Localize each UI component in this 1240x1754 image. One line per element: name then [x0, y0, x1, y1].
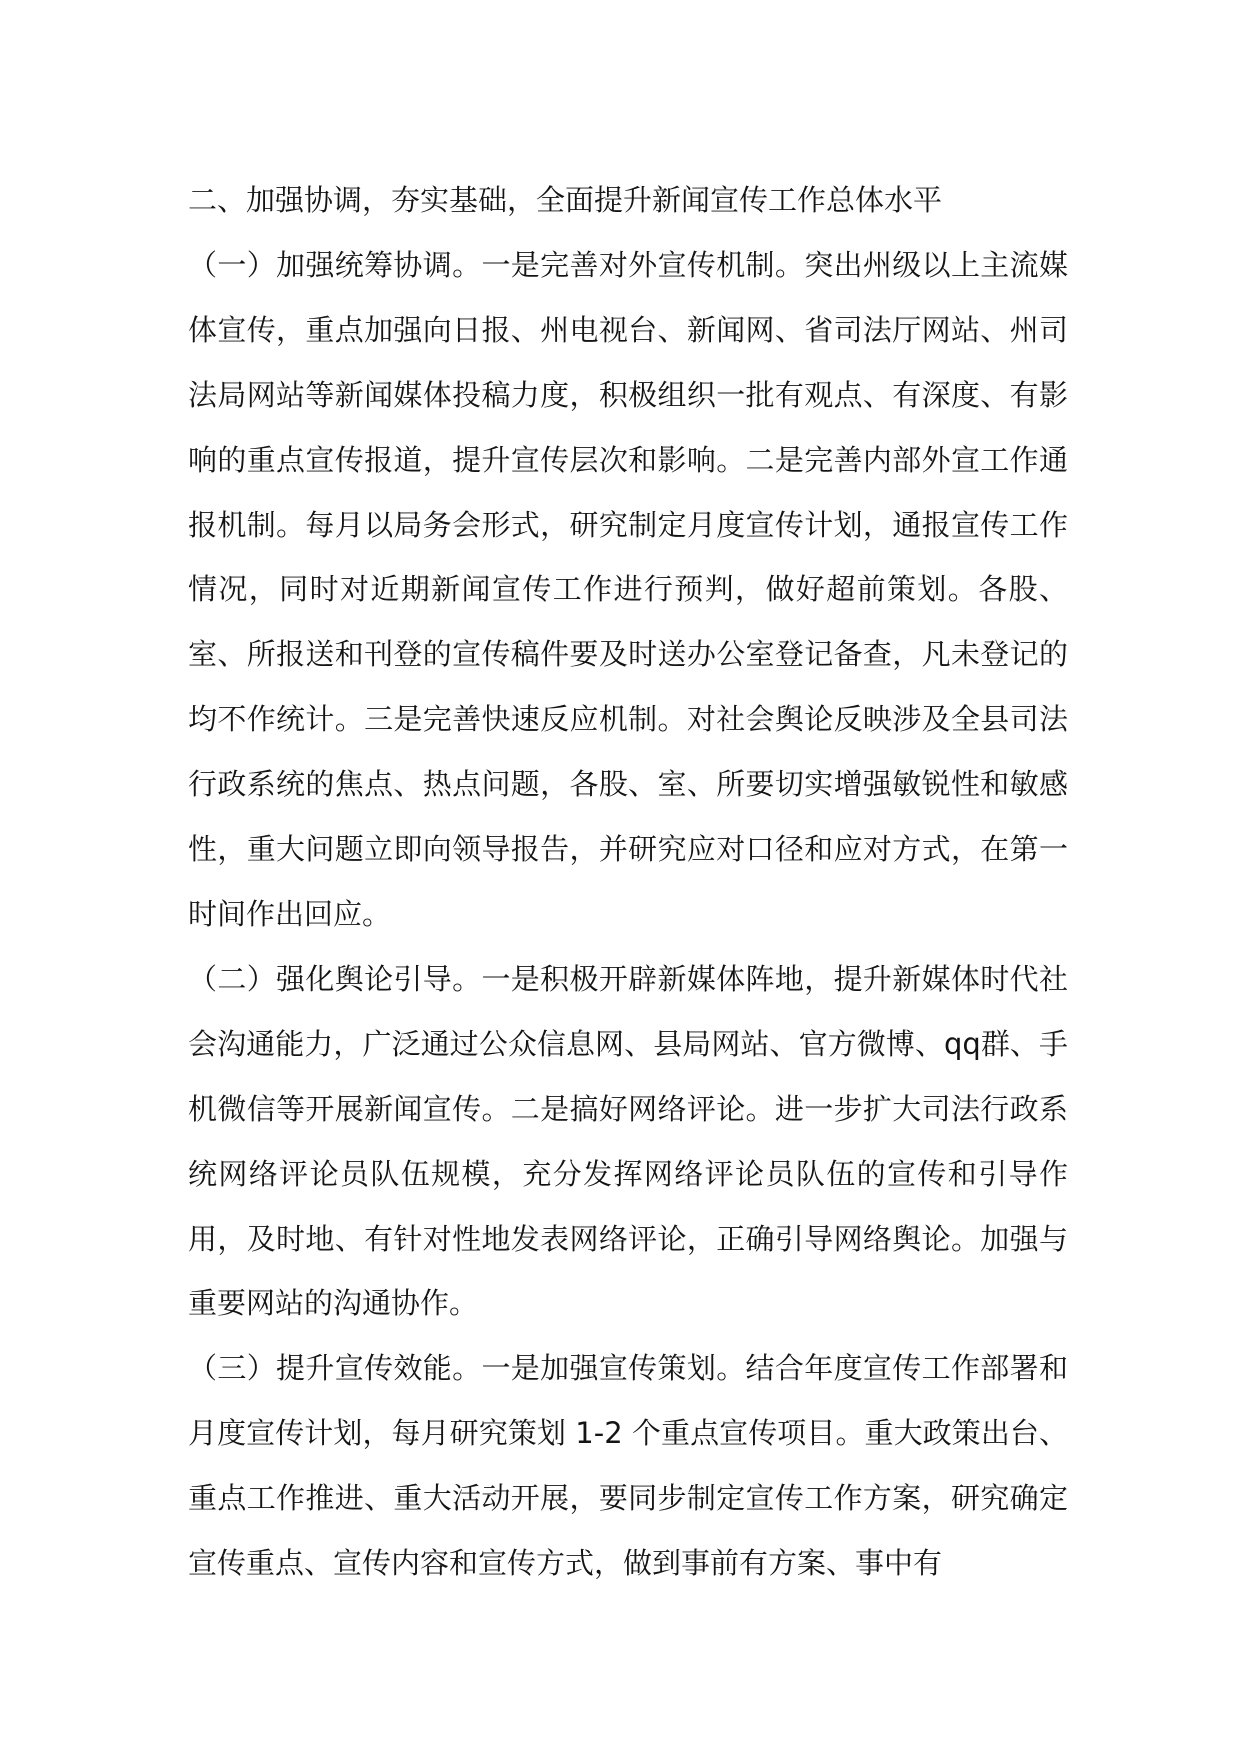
document-body [188, 168, 1068, 1596]
paragraph-coordination: （一）加强统筹协调。一是完善对外宣传机制。突出州级以上主流媒体宣传，重点加强向日报、州电视台、新闻网、省司法厅网站、州司法局网站等新闻媒体投稿力度，积极组织一批有观点、有深度、有影响的重点宣传报道，提升宣传层次和影响。二是完善内部外宣工作通报机制。每月以局务会形式，研究制定月度宣传计划，通报宣传工作情况，同时对近期新闻宣传工作进行预判，做好超前策划。各股、室、所报送和刊登的宣传稿件要及时送办公室登记备查，凡未登记的均不作统计。三是完善快速反应机制。对社会舆论反映涉及全县司法行政系统的焦点、热点问题，各股、室、所要切实增强敏锐性和敏感性，重大问题立即向领导报告，并研究应对口径和应对方式，在第一时间作出回应。 [188, 247, 1068, 931]
section-heading: 二、加强协调，夯实基础，全面提升新闻宣传工作总体水平 [188, 183, 943, 217]
paragraph-public-opinion: （二）强化舆论引导。一是积极开辟新媒体阵地，提升新媒体时代社会沟通能力，广泛通过公众信息网、县局网站、官方微博、qq群、手机微信等开展新闻宣传。二是搞好网络评论。进一步扩大司法行政系统网络评论员队伍规模，充分发挥网络评论员队伍的宣传和引导作用，及时地、有针对性地发表网络评论，正确引导网络舆论。加强与重要网站的沟通协作。 [188, 961, 1068, 1321]
paragraph-effectiveness: （三）提升宣传效能。一是加强宣传策划。结合年度宣传工作部署和月度宣传计划，每月研究策划 1-2 个重点宣传项目。重大政策出台、重点工作推进、重大活动开展，要同步制定宣传工作方案，研究确定宣传重点、宣传内容和宣传方式，做到事前有方案、事中有 [188, 1351, 1068, 1581]
